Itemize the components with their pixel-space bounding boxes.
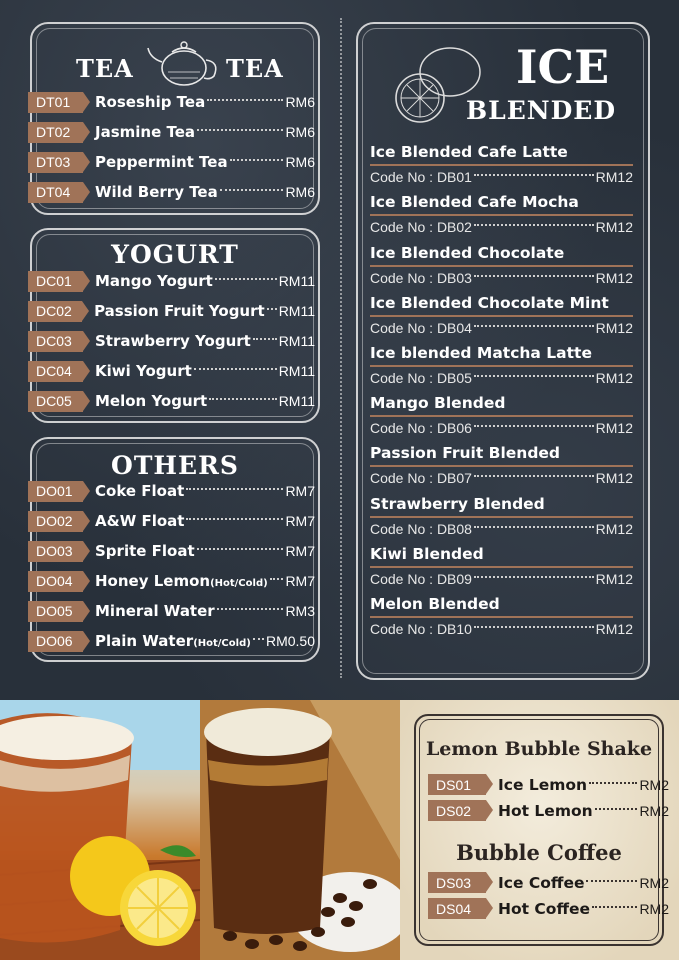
ice-blended-item[interactable]	[370, 443, 633, 489]
item-code: DO03	[28, 541, 83, 562]
item-code: DS04	[428, 898, 486, 919]
item-code: DS03	[428, 872, 486, 893]
item-name: Kiwi Yogurt	[95, 362, 192, 380]
menu-item[interactable]	[28, 570, 315, 592]
leader-dots	[474, 174, 594, 176]
menu-item[interactable]	[28, 270, 315, 292]
item-code: DS02	[428, 800, 486, 821]
leader-dots	[220, 189, 284, 191]
item-code: DB01	[436, 169, 472, 185]
menu-item[interactable]	[428, 898, 669, 919]
leader-dots	[194, 368, 277, 370]
item-code: DT04	[28, 182, 83, 203]
item-code: DO06	[28, 631, 83, 652]
menu-item[interactable]	[28, 480, 315, 502]
item-code: DB06	[436, 420, 472, 436]
code-label: Code No :	[370, 470, 434, 486]
ice-blended-item[interactable]	[370, 243, 633, 289]
iced-lemon-tea-photo	[0, 700, 200, 960]
leader-dots	[474, 475, 594, 477]
ice-blended-item[interactable]	[370, 594, 633, 640]
item-price: RM3	[285, 603, 315, 619]
item-name: Hot Lemon	[498, 801, 593, 820]
menu-item[interactable]	[28, 300, 315, 322]
item-code: DB05	[436, 370, 472, 386]
menu-item[interactable]	[28, 360, 315, 382]
item-code: DC02	[28, 301, 82, 322]
others-title: OTHERS	[111, 451, 239, 480]
item-code: DC04	[28, 361, 83, 382]
leader-dots	[186, 518, 283, 520]
code-label: Code No :	[370, 270, 434, 286]
iced-coffee-photo	[200, 700, 400, 960]
item-name: Strawberry Yogurt	[95, 332, 251, 350]
item-name: Passion Fruit Yogurt	[94, 302, 265, 320]
item-name: Ice blended Matcha Latte	[370, 344, 592, 362]
ice-blended-item[interactable]	[370, 393, 633, 439]
teapot-icon	[144, 32, 224, 88]
ice-blended-item[interactable]	[370, 192, 633, 238]
leader-dots	[474, 375, 594, 377]
item-name: Ice Lemon	[498, 775, 588, 794]
item-name: Melon Blended	[370, 595, 500, 613]
item-price: RM12	[595, 370, 633, 386]
item-name: Passion Fruit Blended	[370, 444, 561, 462]
item-name: Peppermint Tea	[95, 153, 228, 171]
item-price: RM11	[278, 273, 315, 289]
item-name: A&W Float	[95, 512, 185, 530]
item-code: DT01	[28, 92, 83, 113]
item-code: DT03	[28, 152, 83, 173]
item-code: DO04	[28, 571, 83, 592]
item-code: DT02	[28, 122, 83, 143]
menu-item[interactable]	[428, 774, 669, 795]
item-price: RM7	[285, 483, 315, 499]
leader-dots	[215, 278, 277, 280]
item-price: RM12	[595, 571, 633, 587]
item-name: Strawberry Blended	[370, 495, 545, 513]
menu-item[interactable]	[28, 330, 315, 352]
item-price: RM11	[278, 393, 315, 409]
tea-title-left: TEA	[76, 54, 134, 83]
item-price: RM6	[285, 184, 315, 200]
item-price: RM12	[595, 621, 633, 637]
leader-dots	[253, 338, 277, 340]
code-label: Code No :	[370, 169, 434, 185]
item-name: Ice Blended Chocolate Mint	[370, 294, 609, 312]
ice-blended-item[interactable]	[370, 494, 633, 540]
code-label: Code No :	[370, 219, 434, 235]
item-price: RM7	[285, 543, 315, 559]
ice-blended-item[interactable]	[370, 293, 633, 339]
menu-item[interactable]	[28, 91, 315, 113]
menu-item[interactable]	[28, 600, 315, 622]
leader-dots	[270, 578, 284, 580]
tea-title-right: TEA	[226, 54, 284, 83]
item-price: RM7	[285, 513, 315, 529]
item-price: RM12	[595, 270, 633, 286]
menu-item[interactable]	[28, 121, 315, 143]
leader-dots	[253, 638, 264, 640]
leader-dots	[186, 488, 283, 490]
leader-dots	[197, 129, 283, 131]
item-price: RM2	[639, 776, 669, 793]
item-code: DB03	[436, 270, 472, 286]
code-label: Code No :	[370, 571, 434, 587]
item-name: Plain Water(Hot/Cold)	[95, 632, 251, 650]
item-code: DC01	[28, 271, 83, 292]
item-price: RM6	[285, 124, 315, 140]
item-name: Honey Lemon(Hot/Cold)	[95, 572, 268, 590]
item-price: RM2	[639, 874, 669, 891]
item-price: RM12	[595, 320, 633, 336]
menu-item[interactable]	[28, 510, 315, 532]
item-code: DB07	[436, 470, 472, 486]
item-code: DB04	[436, 320, 472, 336]
menu-item[interactable]	[28, 390, 315, 412]
item-price: RM12	[595, 169, 633, 185]
item-price: RM12	[595, 420, 633, 436]
menu-item[interactable]	[28, 540, 315, 562]
leader-dots	[592, 906, 637, 908]
item-code: DS01	[428, 774, 486, 795]
item-name: Roseship Tea	[95, 93, 206, 111]
code-label: Code No :	[370, 621, 434, 637]
ice-blended-item[interactable]	[370, 142, 633, 188]
item-price: RM11	[278, 333, 315, 349]
blended-title: BLENDED	[466, 96, 617, 125]
item-code: DO01	[28, 481, 83, 502]
item-price: RM2	[639, 802, 669, 819]
leader-dots	[217, 608, 284, 610]
item-name: Ice Coffee	[498, 873, 585, 892]
ice-blended-item[interactable]	[370, 544, 633, 590]
item-name: Sprite Float	[95, 542, 195, 560]
code-label: Code No :	[370, 420, 434, 436]
item-name: Mineral Water	[95, 602, 215, 620]
bubble-coffee-title: Bubble Coffee	[456, 840, 622, 865]
item-code: DC05	[28, 391, 83, 412]
item-price: RM6	[285, 154, 315, 170]
code-label: Code No :	[370, 320, 434, 336]
yogurt-title: YOGURT	[111, 240, 239, 269]
item-price: RM7	[285, 573, 315, 589]
item-name: Kiwi Blended	[370, 545, 484, 563]
item-price: RM12	[595, 219, 633, 235]
leader-dots	[589, 782, 637, 784]
leader-dots	[586, 880, 637, 882]
bubble-drinks-frame	[414, 714, 669, 946]
item-price: RM11	[278, 363, 315, 379]
item-price: RM12	[595, 470, 633, 486]
leader-dots	[474, 224, 594, 226]
leader-dots	[197, 548, 284, 550]
item-name: Hot Coffee	[498, 899, 591, 918]
leader-dots	[474, 626, 594, 628]
leader-dots	[230, 159, 284, 161]
menu-item[interactable]	[428, 872, 669, 893]
ice-title: ICE	[516, 40, 610, 94]
leader-dots	[474, 425, 594, 427]
item-name: Ice Blended Cafe Latte	[370, 143, 568, 161]
item-code: DO02	[28, 511, 83, 532]
item-name: Wild Berry Tea	[95, 183, 218, 201]
item-price: RM6	[285, 94, 315, 110]
leader-dots	[207, 99, 283, 101]
leader-dots	[209, 398, 276, 400]
leader-dots	[474, 526, 594, 528]
item-code: DB08	[436, 521, 472, 537]
item-name: Ice Blended Cafe Mocha	[370, 193, 579, 211]
code-label: Code No :	[370, 370, 434, 386]
item-name: Mango Blended	[370, 394, 506, 412]
item-name: Mango Yogurt	[95, 272, 213, 290]
code-label: Code No :	[370, 521, 434, 537]
menu-item[interactable]	[28, 181, 315, 203]
menu-item[interactable]	[28, 630, 315, 652]
item-code: DB10	[436, 621, 472, 637]
leader-dots	[474, 325, 594, 327]
bubble-drinks-panel	[400, 700, 679, 960]
ice-blended-item[interactable]	[370, 343, 633, 389]
item-price: RM2	[639, 900, 669, 917]
leader-dots	[595, 808, 638, 810]
item-code: DC03	[28, 331, 83, 352]
lemon-sketch-icon	[388, 32, 488, 132]
item-name: Coke Float	[95, 482, 185, 500]
menu-item[interactable]	[28, 151, 315, 173]
leader-dots	[474, 576, 594, 578]
item-price: RM12	[595, 521, 633, 537]
center-divider	[340, 18, 342, 678]
lemon-bubble-shake-title: Lemon Bubble Shake	[425, 738, 653, 760]
item-name: Melon Yogurt	[95, 392, 208, 410]
menu-item[interactable]	[428, 800, 669, 821]
item-price: RM11	[278, 303, 315, 319]
item-code: DO05	[28, 601, 83, 622]
item-code: DB02	[436, 219, 472, 235]
leader-dots	[474, 275, 594, 277]
leader-dots	[267, 308, 277, 310]
item-name: Ice Blended Chocolate	[370, 244, 565, 262]
item-code: DB09	[436, 571, 472, 587]
item-name: Jasmine Tea	[95, 123, 196, 141]
item-price: RM0.50	[265, 633, 315, 649]
